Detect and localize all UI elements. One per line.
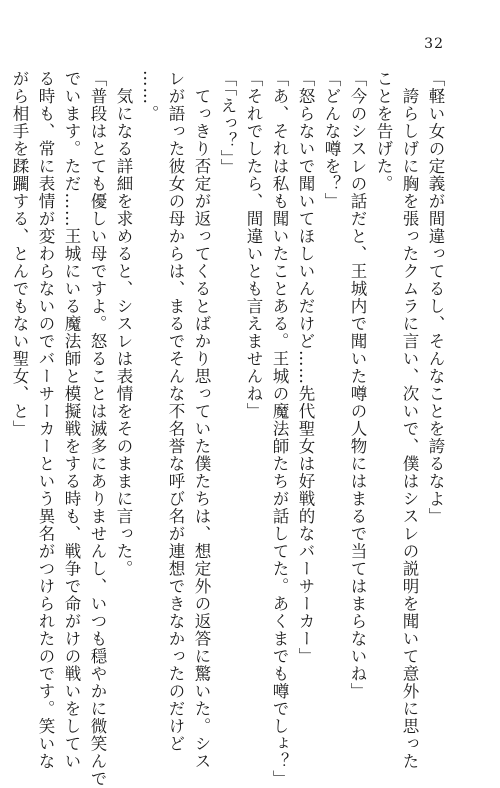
- vertical-text-body: [10, 70, 448, 788]
- text-line: 「軽い女の定義が間違ってるし、そんなことを誇るなよ」: [426, 70, 445, 525]
- text-line: レが語った彼女の母からは、まるでそんな不名誉な呼び名が連想できなかったのだけど: [166, 70, 185, 753]
- text-line: 「今のシスレの話だと、王城内で聞いた噂の人物にはまるで当てはまらないね」: [348, 70, 367, 700]
- text-line: 「普段はとても優しい母ですよ。怒ることは滅多にありませんし、いつも穏やかに微笑んで: [88, 70, 107, 788]
- text-line: ……。: [140, 70, 159, 123]
- text-line: ことを告げた。: [374, 70, 393, 193]
- text-line: 誇らしげに胸を張ったクムラに言い、次いで、僕はシスレの説明を聞いて意外に思った: [400, 70, 419, 770]
- text-line: がら相手を蹂躙する、とんでもない聖女、と」: [10, 70, 29, 438]
- text-line: 「どんな噂を？」: [322, 70, 341, 210]
- text-line: 「それでしたら、間違いとも言えませんね」: [244, 70, 263, 420]
- text-line: 気になる詳細を求めると、シスレは表情をそのままに言った。: [114, 70, 133, 578]
- text-line: 「あ、それは私も聞いたことある。王城の魔法師たちが話してた。あくまでも噂でしょ？」: [270, 70, 289, 788]
- text-line: でいます。ただ……王城にいる魔法師と模擬戦をする時も、戦争で命がけの戦いをしてい: [62, 70, 81, 770]
- text-line: る時も、常に表情が変わらないのでバーサーカーという異名がつけられたのです。笑いな: [36, 70, 55, 770]
- text-line: 「「えっ？」」: [218, 70, 237, 176]
- text-line: てっきり否定が返ってくるとばかり思っていた僕たちは、想定外の返答に驚いた。シス: [192, 70, 211, 770]
- page-number: 32: [424, 36, 444, 52]
- text-line: 「怒らないで聞いてほしいんだけど……先代聖女は好戦的なバーサーカー」: [296, 70, 315, 665]
